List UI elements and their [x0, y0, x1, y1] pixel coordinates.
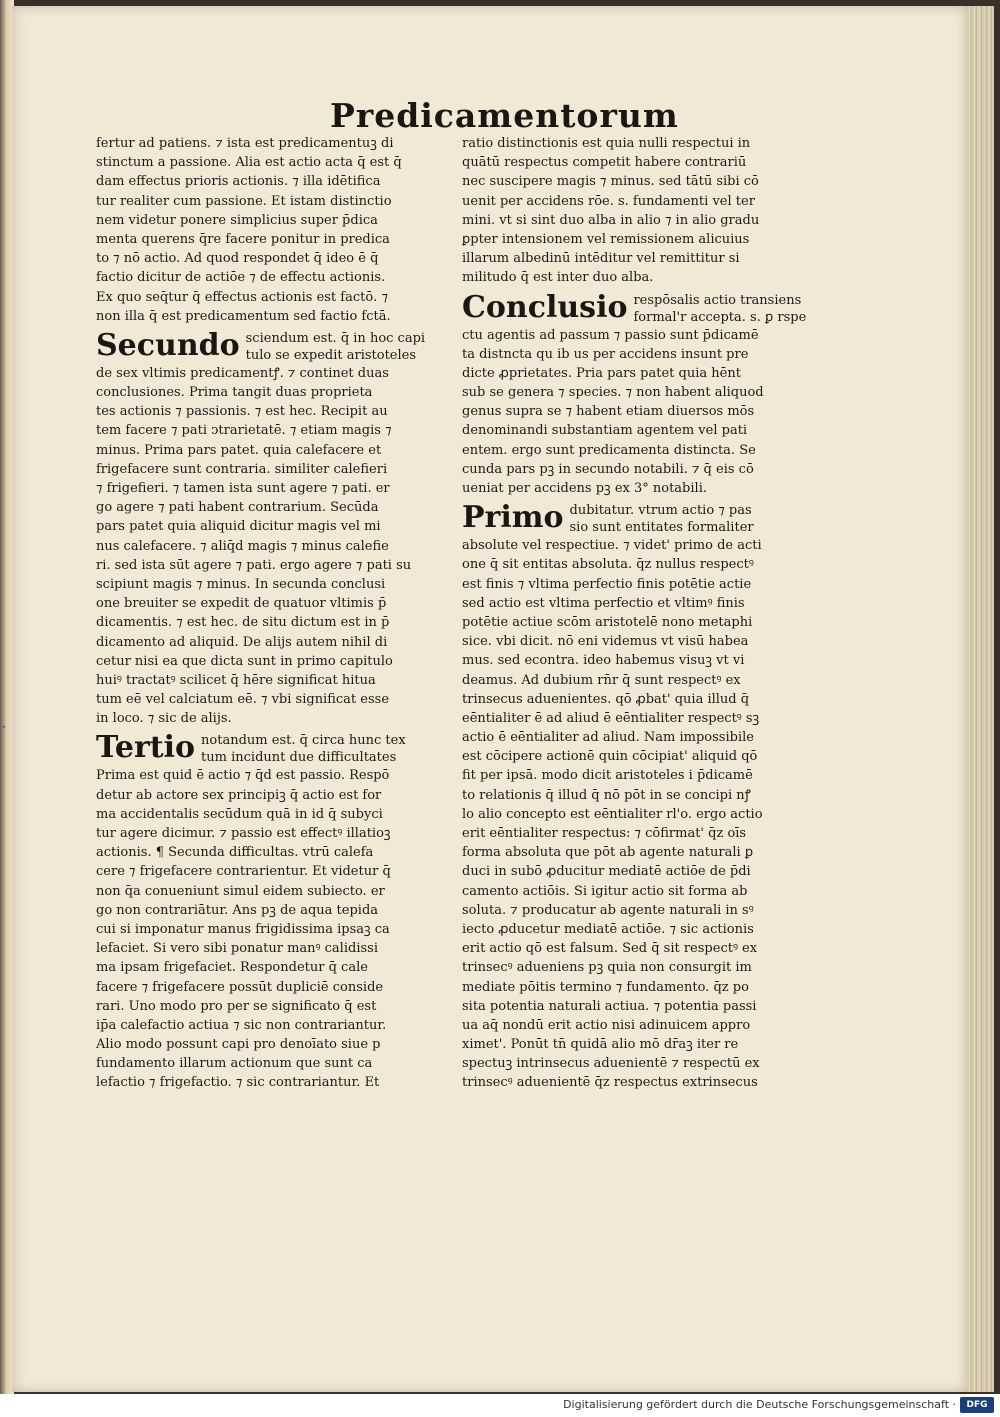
- text-line: erit actio qō est falsum. Sed q̄ sit respectꝰ ex: [462, 941, 758, 957]
- display-initial-word: Tertio: [96, 730, 196, 766]
- text-line: spectuꝫ intrinsecus aduenientē ⁊ respectū ex: [462, 1056, 760, 1072]
- text-line: forma absoluta que pōt ab agente naturali ꝑ: [462, 845, 754, 861]
- text-line: ma accidentalis secūdum quā in id q̄ subyci: [96, 806, 383, 822]
- text-line: soluta. ⁊ producatur ab agente naturali in sꝰ: [462, 902, 754, 918]
- section-heading-tertio: [96, 730, 452, 766]
- text-line: non illa q̄ est predicamentum sed factio fctā.: [96, 308, 391, 324]
- display-initial-word: Conclusio: [462, 289, 628, 325]
- text-line: dicamento ad aliquid. De alijs autem nihil di: [96, 634, 388, 650]
- section-heading-primo: [462, 500, 798, 536]
- text-line: ctu agentis ad passum ⁊ passio sunt p̄dicamē: [462, 327, 759, 343]
- left-block-3: [96, 766, 452, 1092]
- text-line: mus. sed econtra. ideo habemus visuꝫ vt vi: [462, 653, 745, 669]
- text-line: notandum est. q̄ circa hunc tex: [201, 733, 406, 749]
- text-line: eēntialiter ē ad aliud ē eēntialiter respectꝰ sꝫ: [462, 710, 760, 726]
- text-line: militudo q̄ est inter duo alba.: [462, 270, 654, 286]
- text-line: trinsecꝰ aduenientē q̄z respectus extrinsecus: [462, 1075, 758, 1091]
- text-line: trinsecꝰ adueniens pꝫ quia non consurgit im: [462, 960, 752, 976]
- text-line: Ex quo seq̄tur q̄ effectus actionis est factō. ⁊: [96, 289, 388, 305]
- text-line: fertur ad patiens. ⁊ ista est predicamentuꝫ di: [96, 136, 394, 151]
- text-line: fundamento illarum actionum que sunt ca: [96, 1056, 373, 1072]
- text-line: cui si imponatur manus frigidissima ipsaꝫ ca: [96, 921, 390, 937]
- text-line: one q̄ sit entitas absoluta. q̄z nullus respectꝰ: [462, 557, 754, 573]
- text-line: go agere ⁊ pati habent contrarium. Secūda: [96, 500, 379, 516]
- text-line: go non contrariātur. Ans pꝫ de aqua tepida: [96, 902, 379, 918]
- margin-mark: ·: [2, 720, 6, 734]
- text-line: in loco. ⁊ sic de alijs.: [96, 711, 232, 727]
- text-line: detur ab actore sex principiꝫ q̄ actio est for: [96, 787, 382, 803]
- text-line: lefactio ⁊ frigefactio. ⁊ sic contrariantur. Et: [96, 1075, 380, 1091]
- text-line: sub se genera ⁊ species. ⁊ non habent aliquod: [462, 385, 764, 401]
- text-line: huiꝰ tractatꝰ scilicet q̄ hēre significat hitua: [96, 672, 376, 688]
- text-line: factio dicitur de actiōe ⁊ de effectu actionis.: [96, 270, 386, 286]
- heading-continuation: [570, 500, 754, 536]
- left-column: [96, 134, 452, 1093]
- display-initial-word: Primo: [462, 500, 564, 536]
- right-column: [462, 134, 807, 1093]
- text-line: respōsalis actio transiens: [633, 292, 802, 308]
- text-line: genus supra se ⁊ habent etiam diuersos mōs: [462, 404, 755, 420]
- running-head: Predicamentorum: [330, 96, 679, 135]
- text-line: non q̄a conueniunt simul eidem subiecto. er: [96, 883, 385, 899]
- text-line: dicte ꝓprietates. Pria pars patet quia hēnt: [462, 365, 741, 381]
- text-line: dicamentis. ⁊ est hec. de situ dictum est in p̄: [96, 615, 390, 631]
- text-line: pars patet quia aliquid dicitur magis vel mi: [96, 519, 381, 535]
- text-line: cunda pars pꝫ in secundo notabili. ⁊ q̄ eis cō: [462, 461, 754, 477]
- text-line: conclusiones. Prima tangit duas proprieta: [96, 385, 373, 401]
- text-line: minus. Prima pars patet. quia calefacere et: [96, 442, 382, 458]
- text-line: mediate pōitis termino ⁊ fundamento. q̄z po: [462, 979, 749, 995]
- text-line: cere ⁊ frigefacere contrarientur. Et videtur q̄: [96, 864, 391, 880]
- text-line: lefaciet. Si vero sibi ponatur manꝰ calidissi: [96, 941, 378, 957]
- text-line: ip̄a calefactio actiua ⁊ sic non contrariantur.: [96, 1017, 387, 1033]
- right-block-3: [462, 536, 798, 1092]
- text-line: iecto ꝓducetur mediatē actiōe. ⁊ sic actionis: [462, 921, 754, 937]
- text-line: tes actionis ⁊ passionis. ⁊ est hec. Recipit au: [96, 404, 388, 420]
- text-line: tur agere dicimur. ⁊ passio est effectꝰ illatioꝫ: [96, 826, 391, 841]
- text-line: tum incidunt due difficultates: [201, 750, 397, 766]
- page-fore-edge: [968, 6, 994, 1392]
- heading-continuation: [633, 290, 806, 326]
- text-line: cetur nisi ea que dicta sunt in primo capitulo: [96, 653, 393, 669]
- text-line: to relationis q̄ illud q̄ nō pōt in se concipi nꝭ: [462, 787, 751, 803]
- text-line: menta querens q̄re facere ponitur in predica: [96, 231, 390, 247]
- text-line: ri. sed ista sūt agere ⁊ pati. ergo agere ⁊ pati su: [96, 557, 412, 573]
- text-line: nec suscipere magis ⁊ minus. sed tātū sibi cō: [462, 174, 759, 190]
- text-line: sice. vbi dicit. nō eni videmus vt visū habea: [462, 634, 749, 650]
- text-line: tur realiter cum passione. Et istam distinctio: [96, 193, 392, 209]
- text-line: tulo se expedit aristoteles: [245, 347, 417, 363]
- text-line: dubitatur. vtrum actio ⁊ pas: [569, 503, 752, 519]
- text-line: Prima est quid ē actio ⁊ q̄d est passio. Respō: [96, 768, 390, 784]
- text-line: nem videtur ponere simplicius super p̄dica: [96, 212, 378, 228]
- text-line: camento actiōis. Si igitur actio sit forma ab: [462, 883, 748, 899]
- text-line: actio ē eēntialiter ad aliud. Nam impossibile: [462, 730, 754, 746]
- text-line: one breuiter se expedit de quatuor vltimis p̄: [96, 596, 387, 612]
- text-line: formal'r accepta. s. ꝑ rspe: [633, 309, 807, 325]
- left-block-1: [96, 134, 452, 326]
- text-line: sed actio est vltima perfectio et vltimꝰ finis: [462, 595, 745, 611]
- display-initial-word: Secundo: [96, 327, 240, 363]
- text-line: sciendum est. q̄ in hoc capi: [245, 330, 426, 346]
- text-line: ueniat per accidens pꝫ ex 3° notabili.: [462, 481, 707, 496]
- funding-credit: Digitalisierung gefördert durch die Deutsche Forschungsgemeinschaft ·: [563, 1398, 956, 1411]
- text-line: frigefacere sunt contraria. similiter calefieri: [96, 461, 388, 477]
- text-line: to ⁊ nō actio. Ad quod respondet q̄ ideo ē q̄: [96, 251, 379, 267]
- text-line: deamus. Ad dubium rn̄r q̄ sunt respectꝰ ex: [462, 672, 741, 688]
- text-line: ximet'. Ponūt tn̄ quidā alio mō dr̄aꝫ iter re: [462, 1037, 739, 1053]
- text-line: rari. Uno modo pro per se significato q̄ est: [96, 998, 377, 1014]
- text-line: erit eēntialiter respectus: ⁊ cōfirmat' q̄z oīs: [462, 826, 747, 841]
- text-line: mini. vt si sint duo alba in alio ⁊ in alio gradu: [462, 212, 760, 228]
- text-line: sita potentia naturali actiua. ⁊ potentia passi: [462, 998, 757, 1014]
- text-line: ꝑpter intensionem vel remissionem alicuius: [462, 231, 750, 247]
- text-line: tem facere ⁊ pati ↄtrarietatē. ⁊ etiam magis ⁊: [96, 423, 392, 439]
- text-line: ta distncta qu ib us per accidens insunt pre: [462, 346, 749, 362]
- text-line: ⁊ frigefieri. ⁊ tamen ista sunt agere ⁊ pati. er: [96, 481, 390, 496]
- text-line: fit per ipsā. modo dicit aristoteles i p̄dicamē: [462, 768, 753, 784]
- text-line: tum eē vel calciatum eē. ⁊ vbi significat esse: [96, 692, 390, 708]
- text-line: scipiunt magis ⁊ minus. In secunda conclusi: [96, 576, 386, 592]
- text-line: de sex vltimis predicamentꝭ. ⁊ continet duas: [96, 365, 389, 381]
- text-line: dam effectus prioris actionis. ⁊ illa idētifica: [96, 174, 381, 190]
- text-line: est cōcipere actionē quin cōcipiat' aliquid qō: [462, 749, 758, 765]
- text-line: entem. ergo sunt predicamenta distincta. Se: [462, 442, 756, 458]
- heading-continuation: [246, 328, 425, 364]
- text-line: potētie actiue scōm aristotelē nono metaphi: [462, 614, 753, 630]
- text-line: est finis ⁊ vltima perfectio finis potētie actie: [462, 576, 752, 592]
- text-line: quātū respectus competit habere contrariū: [462, 155, 747, 171]
- text-line: trinsecus aduenientes. qō ꝓbat' quia illud q̄: [462, 691, 750, 707]
- text-line: illarum albedinū intēditur vel remittitur si: [462, 251, 740, 267]
- heading-continuation: [201, 730, 406, 766]
- text-line: nus calefacere. ⁊ aliq̄d magis ⁊ minus calefie: [96, 538, 389, 554]
- text-line: actionis. ¶ Secunda difficultas. vtrū calefa: [96, 845, 374, 861]
- left-block-2: [96, 364, 452, 729]
- text-line: lo alio concepto est eēntialiter rl'o. ergo actio: [462, 806, 763, 822]
- text-line: sio sunt entitates formaliter: [569, 520, 754, 536]
- text-line: facere ⁊ frigefacere possūt dupliciē conside: [96, 979, 384, 995]
- text-line: denominandi substantiam agentem vel pati: [462, 423, 748, 439]
- text-line: duci in subō ꝓducitur mediatē actiōe de p̄di: [462, 864, 751, 880]
- dfg-logo-icon: DFG: [960, 1397, 994, 1413]
- right-block-1: [462, 134, 798, 288]
- text-line: uenit per accidens rōe. s. fundamenti vel ter: [462, 193, 755, 209]
- section-heading-secundo: [96, 328, 452, 364]
- text-line: Alio modo possunt capi pro denoīato siue p: [96, 1037, 381, 1053]
- text-line: ratio distinctionis est quia nulli respectui in: [462, 136, 751, 151]
- right-block-2: [462, 326, 798, 499]
- text-line: ma ipsam frigefaciet. Respondetur q̄ cale: [96, 960, 368, 976]
- text-line: absolute vel respectiue. ⁊ videt' primo de acti: [462, 538, 762, 554]
- text-line: ua aq̄ nondū erit actio nisi adinuicem appro: [462, 1017, 751, 1033]
- section-heading-conclusio: [462, 289, 807, 326]
- text-line: stinctum a passione. Alia est actio acta q̄ est q̄: [96, 155, 402, 171]
